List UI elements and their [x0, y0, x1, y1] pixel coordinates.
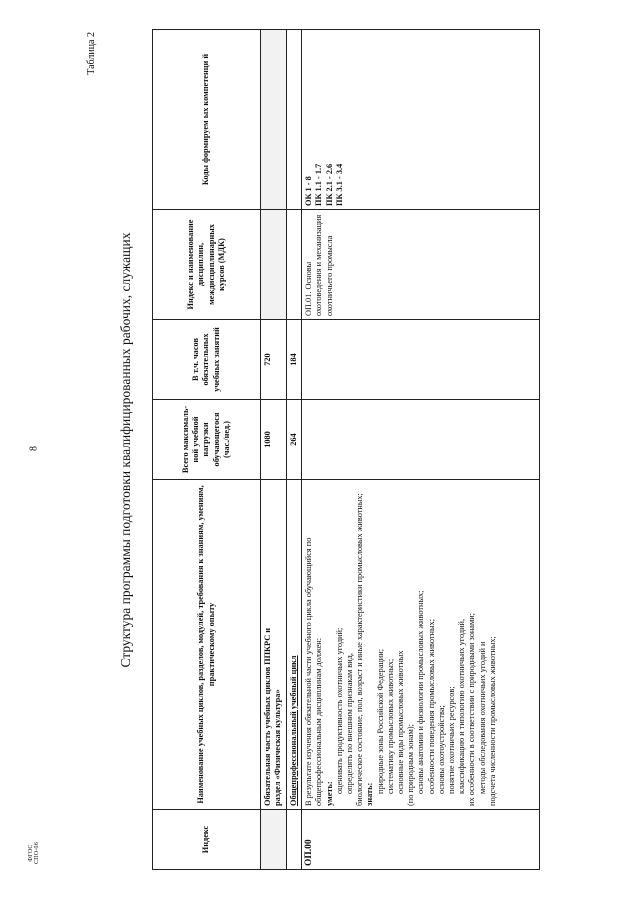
structure-table	[152, 29, 540, 870]
general-cycle-mandatory-hours: 184	[287, 320, 302, 400]
header-name: Наименование учебных циклов, разделов, модулей, требования к знаниям, умениям, практическому опыту	[153, 480, 261, 810]
page-number: 8	[28, 446, 40, 451]
mandatory-part-name: Обязательная часть учебных циклов ППКРС и раздел «Физическая культура»	[261, 480, 287, 810]
header-index: Индекс	[153, 810, 261, 870]
footer-standard-code: ФГОС СПО-06	[28, 842, 40, 864]
table-row-mandatory-part	[261, 30, 287, 870]
general-cycle-name: Общепрофессиональный учебный цикл	[287, 480, 302, 810]
header-mandatory-hours: В т.ч. часов обязательных учебных занятий	[153, 320, 261, 400]
op00-description: В результате изучения обязательной части учебного цикла обучающийся по общепрофессиональным дисциплинам должен: уметь: оценивать продуктивность охотничьих угодий; определять по внешним признакам вид, биологическое состояние, пол, возраст и иные характеристики промысловых животных; знать: природные зоны Российской Федерации; систематику промысловых животных; основные виды промысловых животных (по природным зонам); основы анатомии и физиологии промысловых животных; особенности поведения промысловых животных; основы охотоустройства; понятие охотничьих ресурсов; классификацию и типологию охотничьих угодий, их особенности в соответствии с природными зонами; методы обследования охотничьих угодий и подсчета численности промысловых животных;	[302, 480, 540, 810]
mandatory-part-mandatory-hours: 720	[261, 320, 287, 400]
op00-index: ОП.00	[302, 810, 540, 870]
table-row-general-cycle	[287, 30, 302, 870]
general-cycle-max-load: 264	[287, 400, 302, 480]
header-discipline: Индекс и наименование дисциплин, междисциплинарных курсов (МДК)	[153, 210, 261, 320]
mandatory-part-max-load: 1080	[261, 400, 287, 480]
table-label: Таблица 2	[86, 32, 97, 75]
op00-discipline: ОП.01. Основы охотоведения и механизация охотничьего промысла	[302, 210, 540, 320]
table-row-op00	[302, 30, 540, 870]
op00-competences: ОК 1 - 8 ПК 1.1 - 1.7 ПК 2.1 - 2.6 ПК 3.1 - 3.4	[302, 30, 540, 210]
header-row	[153, 30, 261, 870]
header-competences: Коды формируем ых компетенци й	[153, 30, 261, 210]
page-title: Структура программы подготовки квалифицированных рабочих, служащих	[118, 232, 133, 668]
header-max-load: Всего максималь-ной учебной нагрузки обучающегося (час./нед.)	[153, 400, 261, 480]
rotated-page-content	[86, 30, 540, 870]
